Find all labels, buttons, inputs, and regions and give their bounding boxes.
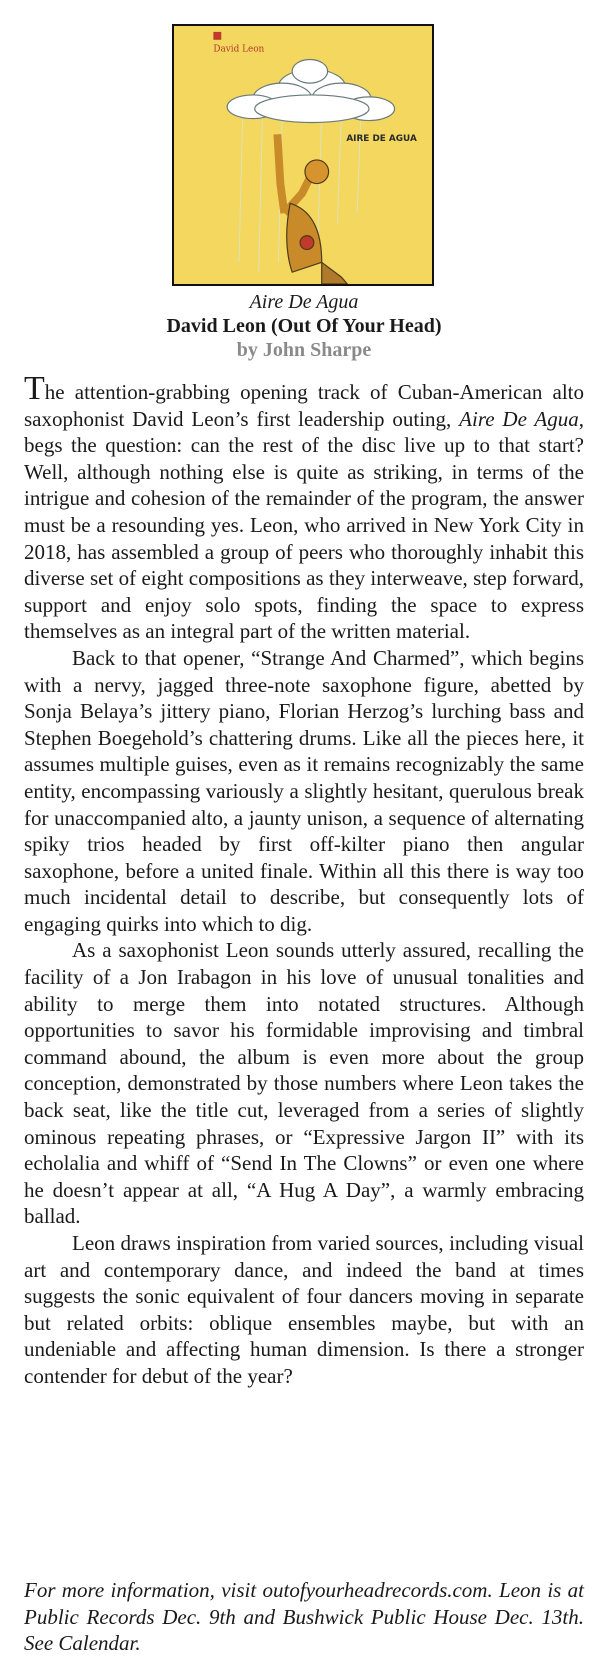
paragraph-1-text-b: , begs the question: can the rest of the disc live up to that start? Well, although nothing else is quite as striking, in terms of the intrigue and cohesion of the remainder of the program, the answer must be a resounding yes. Leon, who arrived in New York City in 2018, has assembled a group of peers who thoroughly inhabit this diverse set of eight compositions as they interweave, step forward, support and enjoy solo spots, finding the space to express themselves as an integral part of the written material. bbox=[24, 406, 585, 644]
paragraph-2: Back to that opener, “Strange And Charmed”, which begins with a nervy, jagged three-note saxophone figure, abetted by Sonja Belaya’s jittery piano, Florian Herzog’s lurching bass and Stephen Boegehold’s chattering drums. Like all the pieces here, it assumes multiple guises, even as it remains recognizably the same entity, encompassing variously a slightly hesitant, querulous break for unaccompanied alto, a jaunty unison, a sequence of alternating spiky trios headed by first off-kilter piano then angular saxophone, before a united finale. Within all this there is way too much incidental detail to describe, but consequently lots of engaging quirks into which to dig. bbox=[24, 645, 584, 936]
paragraph-1-text-a: he attention-grabbing opening track of Cuban-American alto saxophonist David Leon’s first leadership outing, bbox=[24, 380, 584, 431]
album-title-inline: Aire De Agua bbox=[459, 406, 579, 431]
drop-cap: T bbox=[24, 370, 45, 407]
album-caption bbox=[0, 290, 608, 362]
album-cover-image bbox=[172, 24, 434, 286]
cover-artist-lettering: David Leon bbox=[213, 44, 265, 55]
cover-title-lettering: AIRE DE AGUA bbox=[346, 134, 417, 145]
artist-label-line: David Leon (Out Of Your Head) bbox=[166, 315, 442, 337]
paragraph-1 bbox=[24, 370, 585, 645]
album-title: Aire De Agua bbox=[249, 291, 359, 313]
byline: by John Sharpe bbox=[236, 339, 372, 361]
paragraph-4: Leon draws inspiration from varied sources, including visual art and contemporary dance, and indeed the band at times suggests the sonic equivalent of four dancers moving in separate but related orbits: oblique ensembles maybe, but with an undeniable and affecting human dimension. Is there a stronger contender for debut of the year? bbox=[24, 1231, 584, 1388]
review-body bbox=[24, 370, 585, 1390]
info-footer: For more information, visit outofyourheadrecords.com. Leon is at Public Records Dec. 9th and Bushwick Public House Dec. 13th. See Calendar. bbox=[24, 1578, 584, 1656]
paragraph-3: As a saxophonist Leon sounds utterly assured, recalling the facility of a Jon Irabagon in his love of unusual tonalities and ability to merge them into notated structures. Although opportunities to savor his formidable improvising and timbral command abound, the album is even more about the group conception, demonstrated by those numbers where Leon takes the back seat, like the title cut, leveraged from a series of slightly ominous repeating phrases, or “Expressive Jargon II” with its echolalia and whiff of “Send In The Clowns” or even one where he doesn’t appear at all, “A Hug A Day”, a warmly embracing ballad. bbox=[24, 938, 584, 1229]
